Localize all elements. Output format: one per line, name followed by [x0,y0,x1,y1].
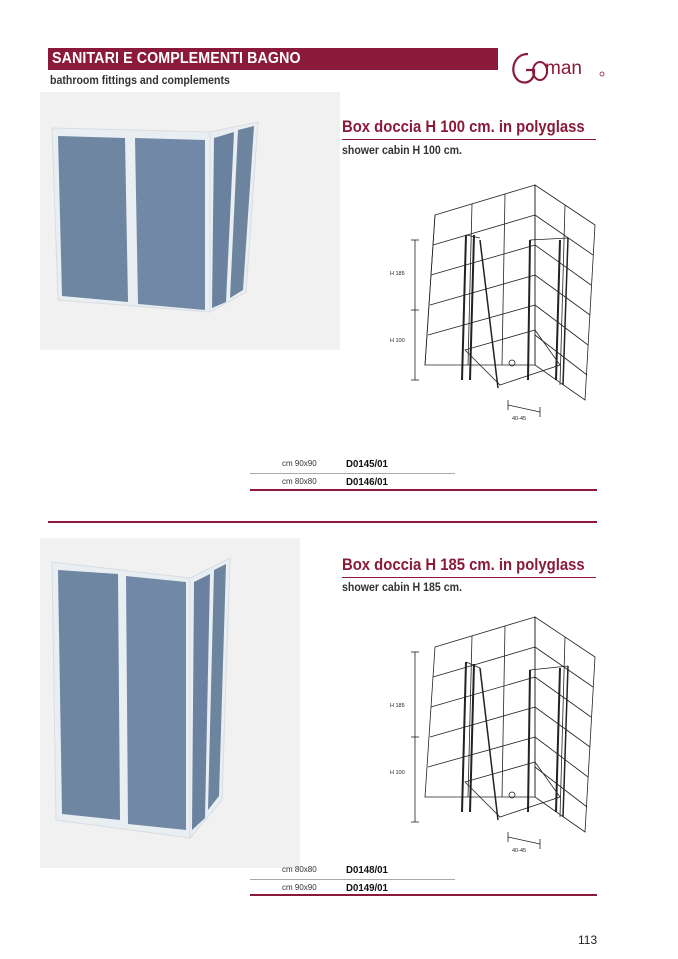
diagram-label-h185: H 185 [390,703,405,709]
shower-box-image-1 [40,92,340,350]
section-divider [48,521,597,523]
table-rule-2 [250,894,597,896]
size-label: cm 80x80 [282,865,317,874]
code-table-1 [250,456,455,491]
code-table-2 [250,862,455,897]
page-subtitle: bathroom fittings and complements [50,75,230,87]
diagram-label-h100: H 100 [390,338,405,344]
table-rule-1 [250,489,597,491]
product-code: D0145/01 [346,458,388,470]
product-photo-1 [40,92,340,350]
technical-drawing-2 [380,612,600,862]
product-photo-2 [40,538,300,868]
size-label: cm 90x90 [282,883,317,892]
product-title-rule-1 [342,139,596,140]
product-title-2: Box doccia H 185 cm. in polyglass [342,556,585,574]
diagram-label-h185: H 185 [390,271,405,277]
product-subtitle-2: shower cabin H 185 cm. [342,582,462,594]
diagram-label-h100: H 100 [390,770,405,776]
table-row [250,862,455,880]
diagram-label-width: 40-45 [512,848,527,854]
product-code: D0149/01 [346,882,388,894]
technical-drawing-1 [380,180,600,430]
logo-text: man [545,58,582,79]
product-code: D0146/01 [346,476,388,488]
shower-box-image-2 [40,538,300,868]
page-title: SANITARI E COMPLEMENTI BAGNO [52,50,301,67]
product-title-rule-2 [342,577,596,578]
size-label: cm 90x90 [282,459,317,468]
product-title-1: Box doccia H 100 cm. in polyglass [342,118,585,136]
page-number: 113 [578,933,598,947]
size-label: cm 80x80 [282,477,317,486]
product-code: D0148/01 [346,864,388,876]
table-row [250,456,455,474]
diagram-label-width: 40-45 [512,416,527,422]
product-subtitle-1: shower cabin H 100 cm. [342,145,462,157]
